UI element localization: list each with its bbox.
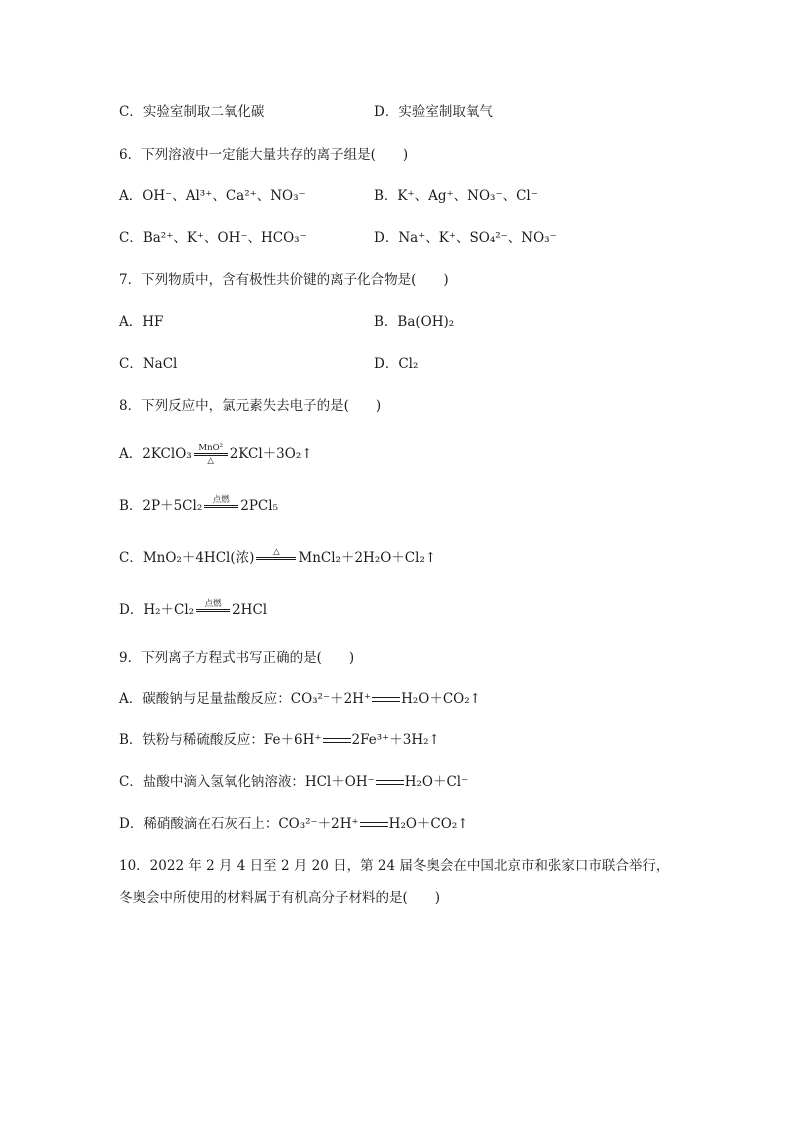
catalyst-label: MnO² <box>198 442 223 453</box>
q6-stem: 6．下列溶液中一定能大量共存的离子组是( ) <box>119 147 409 163</box>
q6-option-c: C．Ba²⁺、K⁺、OH⁻、HCO₃⁻ <box>119 230 307 246</box>
q8-a-condition <box>194 443 228 466</box>
q9-option-b <box>119 730 440 750</box>
q6-option-d: D．Na⁺、K⁺、SO₄²⁻、NO₃⁻ <box>374 230 557 246</box>
q5-option-c: C．实验室制取二氧化碳 <box>119 104 265 120</box>
q9-c-left: C．盐酸中滴入氢氧化钠溶液：HCl＋OH⁻ <box>119 774 375 790</box>
q8-stem: 8．下列反应中，氯元素失去电子的是( ) <box>119 398 382 414</box>
q8-c-condition <box>256 547 296 570</box>
q8-b-reactants: B．2P＋5Cl₂ <box>119 498 203 514</box>
q5-option-d: D．实验室制取氧气 <box>374 104 493 120</box>
q9-d-left: D．稀硝酸滴在石灰石上：CO₃²⁻＋2H⁺ <box>119 816 359 832</box>
q9-b-left: B．铁粉与稀硫酸反应：Fe＋6H⁺ <box>119 732 322 748</box>
q8-option-d <box>119 596 267 624</box>
q7-option-c: C．NaCl <box>119 356 178 372</box>
q7-option-d: D．Cl₂ <box>374 356 419 372</box>
q8-c-reactants: C．MnO₂＋4HCl(浓) <box>119 550 255 566</box>
equals-sign <box>196 609 230 612</box>
q9-a-right: H₂O＋CO₂↑ <box>401 691 481 707</box>
q8-c-products: MnCl₂＋2H₂O＋Cl₂↑ <box>298 550 437 566</box>
ignite-label: 点燃 <box>204 598 222 609</box>
q7-option-b: B．Ba(OH)₂ <box>374 314 455 330</box>
q8-d-products: 2HCl <box>232 602 268 618</box>
q9-option-d <box>119 814 469 834</box>
heat-triangle-icon: △ <box>207 455 214 466</box>
q9-option-a <box>119 689 481 709</box>
ignite-label: 点燃 <box>212 494 230 505</box>
q9-d-right: H₂O＋CO₂↑ <box>388 816 469 832</box>
equals-sign <box>323 738 351 743</box>
q8-option-c <box>119 544 436 572</box>
q8-a-reactants: A．2KClO₃ <box>119 446 192 462</box>
q8-option-a <box>119 440 313 468</box>
q8-d-condition <box>196 599 230 622</box>
q8-d-reactants: D．H₂＋Cl₂ <box>119 602 195 618</box>
equals-sign <box>204 505 238 508</box>
equals-sign <box>372 697 400 702</box>
q9-b-right: 2Fe³⁺＋3H₂↑ <box>351 732 440 748</box>
q9-c-right: H₂O＋Cl⁻ <box>404 774 469 790</box>
equals-sign <box>256 557 296 560</box>
q9-a-left: A．碳酸钠与足量盐酸反应：CO₃²⁻＋2H⁺ <box>119 691 372 707</box>
equals-sign <box>376 780 404 785</box>
q8-b-condition <box>204 495 238 518</box>
heat-triangle-icon: △ <box>273 546 280 557</box>
q9-stem: 9．下列离子方程式书写正确的是( ) <box>119 650 355 666</box>
q6-option-b: B．K⁺、Ag⁺、NO₃⁻、Cl⁻ <box>374 188 538 204</box>
q7-option-a: A．HF <box>119 314 164 330</box>
equals-sign <box>360 822 388 827</box>
q8-b-products: 2PCl₅ <box>240 498 278 514</box>
q9-option-c <box>119 772 468 792</box>
q7-stem: 7．下列物质中，含有极性共价键的离子化合物是( ) <box>119 272 449 288</box>
q10-stem: 10．2022 年 2 月 4 日至 2 月 20 日，第 24 届冬奥会在中国北京市和张家口市联合举行，冬奥会中所使用的材料属于有机高分子材料的是( ) <box>119 858 670 906</box>
q8-option-b <box>119 492 278 520</box>
q8-a-products: 2KCl＋3O₂↑ <box>229 446 313 462</box>
q6-option-a: A．OH⁻、Al³⁺、Ca²⁺、NO₃⁻ <box>119 188 306 204</box>
